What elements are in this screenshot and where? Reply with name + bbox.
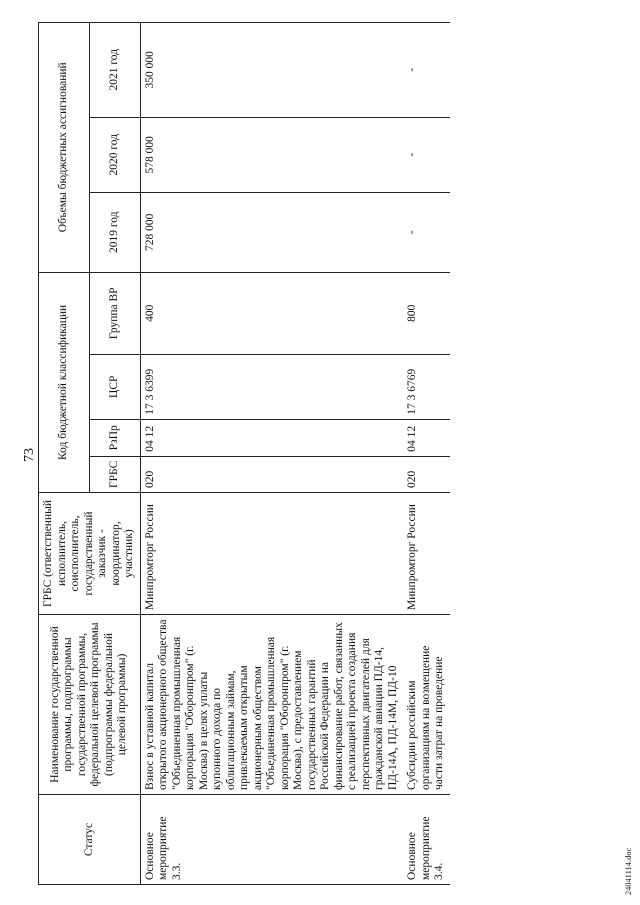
header-vr: Группа ВР xyxy=(89,272,140,354)
amount-2020-cell: - xyxy=(403,117,450,192)
header-2020: 2020 год xyxy=(89,117,140,192)
table-row xyxy=(140,22,403,884)
vr-cell: 400 xyxy=(140,272,403,354)
rzpr-cell: 04 12 xyxy=(140,419,403,456)
amount-2021-cell: 350 000 xyxy=(140,22,403,117)
budget-table xyxy=(38,22,450,885)
status-cell: Основное мероприятие 3.4. xyxy=(403,795,450,885)
page-number: 73 xyxy=(22,448,37,462)
header-grbs-code: ГРБС xyxy=(89,456,140,492)
status-cell: Основное мероприятие 3.3. xyxy=(140,795,403,885)
header-2021: 2021 год xyxy=(89,22,140,117)
csr-cell: 17 3 6399 xyxy=(140,354,403,419)
name-cell: Субсидии российским организациям на возмещение части затрат на проведение xyxy=(403,615,450,795)
amount-2019-cell: - xyxy=(403,192,450,272)
header-status: Статус xyxy=(39,795,141,885)
header-grbs: ГРБС (ответственный исполнитель, соисполнитель, государственный заказчик - координатор, участник) xyxy=(39,493,141,615)
vr-cell: 800 xyxy=(403,272,450,354)
header-row-1 xyxy=(39,22,90,884)
header-budget-group: Объемы бюджетных ассигнований xyxy=(39,22,90,272)
amount-2021-cell: - xyxy=(403,22,450,117)
header-rzpr: РзПр xyxy=(89,419,140,456)
amount-2020-cell: 578 000 xyxy=(140,117,403,192)
header-code-group: Код бюджетной классификации xyxy=(39,272,90,492)
table-row xyxy=(403,22,450,884)
doc-code: 24041114.doc xyxy=(624,847,633,895)
header-2019: 2019 год xyxy=(89,192,140,272)
header-csr: ЦСР xyxy=(89,354,140,419)
grbs-cell: Минпромторг России xyxy=(403,493,450,615)
amount-2019-cell: 728 000 xyxy=(140,192,403,272)
grbs-code-cell: 020 xyxy=(403,456,450,492)
header-name: Наименование государственной программы, подпрограммы государственной программы, федеральной целевой программы (подпрограммы федеральной целевой программы) xyxy=(39,615,141,795)
name-cell: Взнос в уставной капитал открытого акционерного общества "Объединенная промышленная корпорация "Оборонпром" (г. Москва) в целях уплаты купонного дохода по облигационным займам, привлекаемым открытым акционерным обществом "Объединенная промышленная корпорация "Оборонпром" (г. Москва), с предоставлением государственных гарантий Российской Федерации на финансирование работ, связанных с реализацией проекта создания перспективных двигателей для гражданской авиации ПД-14, ПД-14А, ПД-14М, ПД-10 xyxy=(140,615,403,795)
rzpr-cell: 04 12 xyxy=(403,419,450,456)
grbs-code-cell: 020 xyxy=(140,456,403,492)
csr-cell: 17 3 6769 xyxy=(403,354,450,419)
grbs-cell: Минпромторг России xyxy=(140,493,403,615)
